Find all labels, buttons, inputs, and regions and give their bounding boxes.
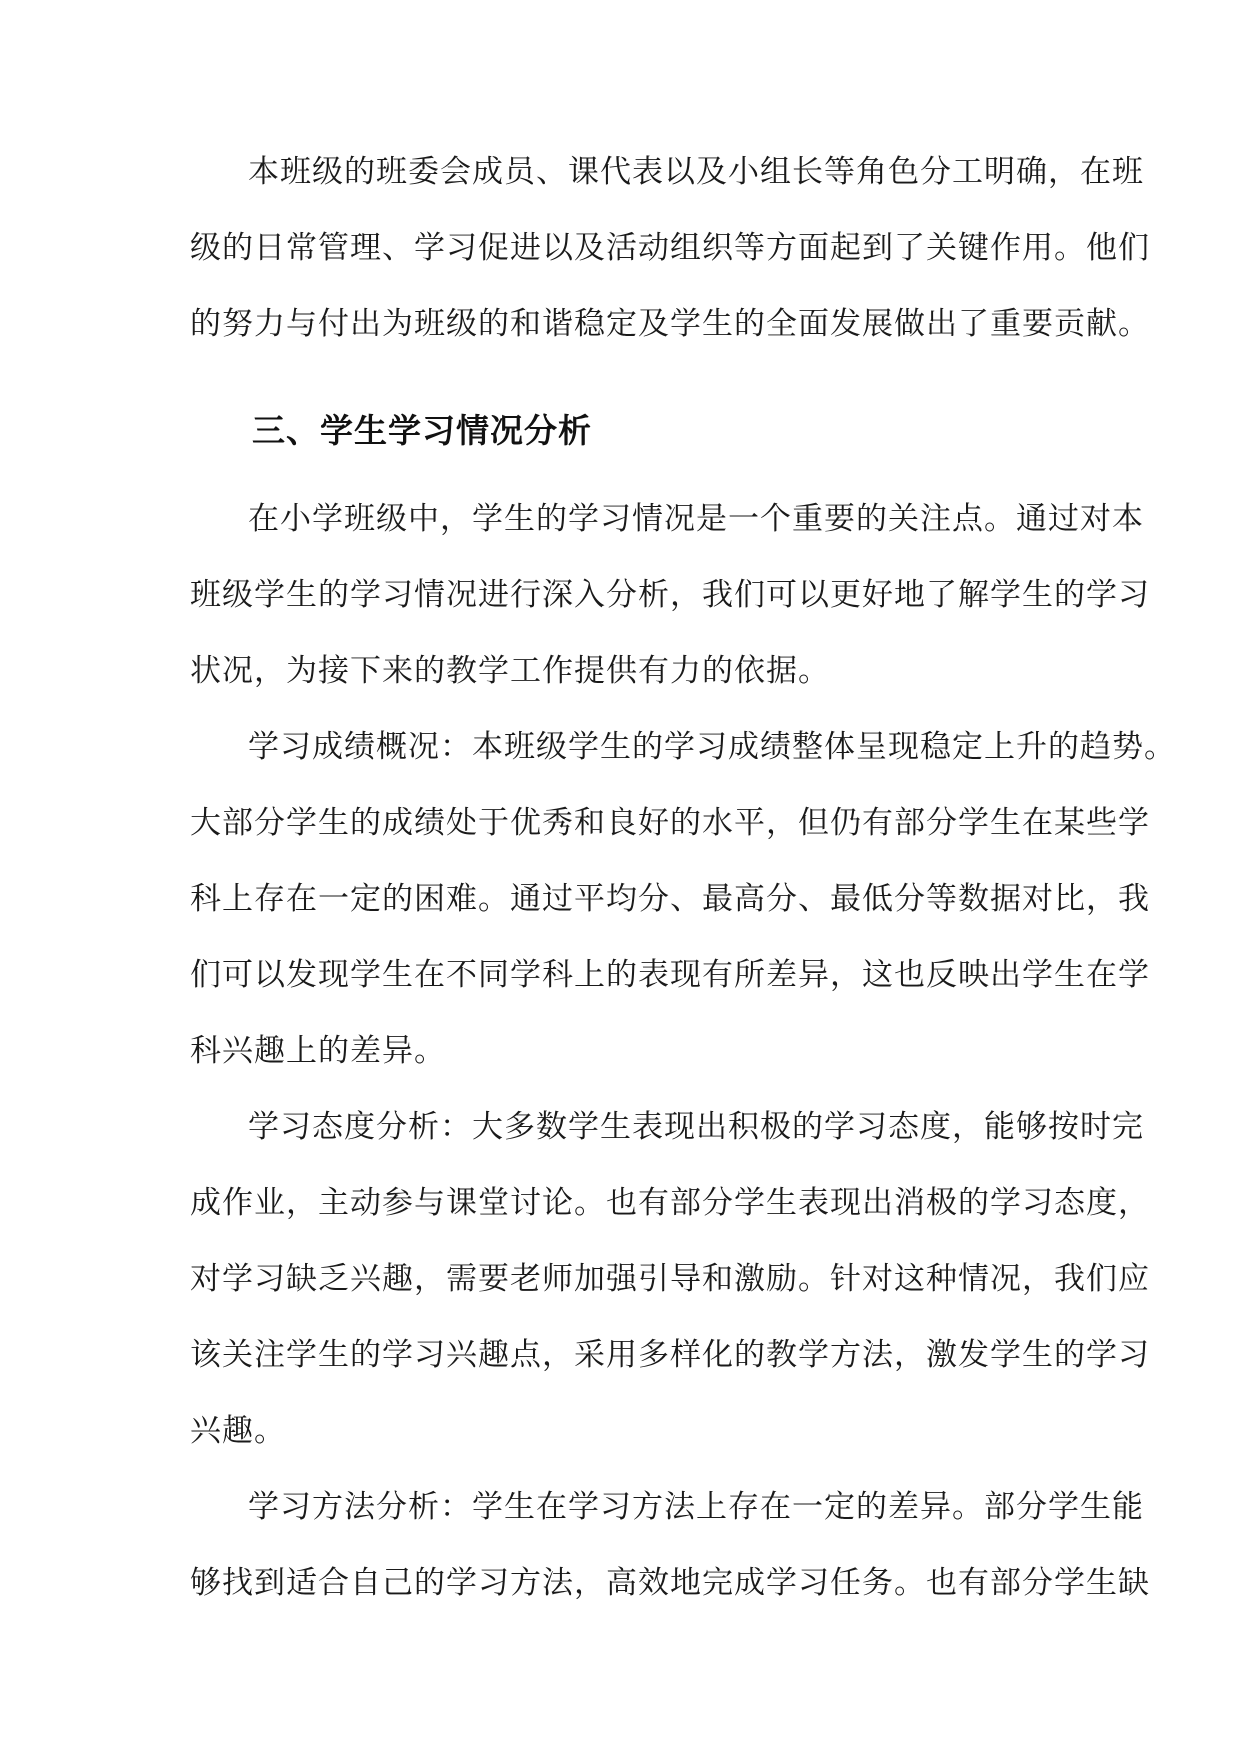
overview-line-3: 状况，为接下来的教学工作提供有力的依据。 (190, 653, 830, 689)
intro-line-1: 本班级的班委会成员、课代表以及小组长等角色分工明确，在班 (248, 154, 1144, 190)
attitude-line-5: 兴趣。 (190, 1413, 286, 1449)
attitude-line-2: 成作业，主动参与课堂讨论。也有部分学生表现出消极的学习态度， (190, 1185, 1150, 1221)
overview-line-1: 在小学班级中，学生的学习情况是一个重要的关注点。通过对本 (248, 501, 1144, 537)
grades-line-2: 大部分学生的成绩处于优秀和良好的水平，但仍有部分学生在某些学 (190, 805, 1150, 841)
grades-line-5: 科兴趣上的差异。 (190, 1033, 446, 1069)
method-line-2: 够找到适合自己的学习方法，高效地完成学习任务。也有部分学生缺 (190, 1565, 1150, 1601)
grades-line-1: 学习成绩概况：本班级学生的学习成绩整体呈现稳定上升的趋势。 (248, 729, 1176, 765)
intro-line-2: 级的日常管理、学习促进以及活动组织等方面起到了关键作用。他们 (190, 230, 1150, 266)
intro-line-3: 的努力与付出为班级的和谐稳定及学生的全面发展做出了重要贡献。 (190, 306, 1150, 342)
section-heading: 三、学生学习情况分析 (252, 411, 592, 450)
method-line-1: 学习方法分析：学生在学习方法上存在一定的差异。部分学生能 (248, 1489, 1144, 1525)
attitude-line-3: 对学习缺乏兴趣，需要老师加强引导和激励。针对这种情况，我们应 (190, 1261, 1150, 1297)
overview-line-2: 班级学生的学习情况进行深入分析，我们可以更好地了解学生的学习 (190, 577, 1150, 613)
grades-line-3: 科上存在一定的困难。通过平均分、最高分、最低分等数据对比，我 (190, 881, 1150, 917)
attitude-line-1: 学习态度分析：大多数学生表现出积极的学习态度，能够按时完 (248, 1109, 1144, 1145)
grades-line-4: 们可以发现学生在不同学科上的表现有所差异，这也反映出学生在学 (190, 957, 1150, 993)
attitude-line-4: 该关注学生的学习兴趣点，采用多样化的教学方法，激发学生的学习 (190, 1337, 1150, 1373)
